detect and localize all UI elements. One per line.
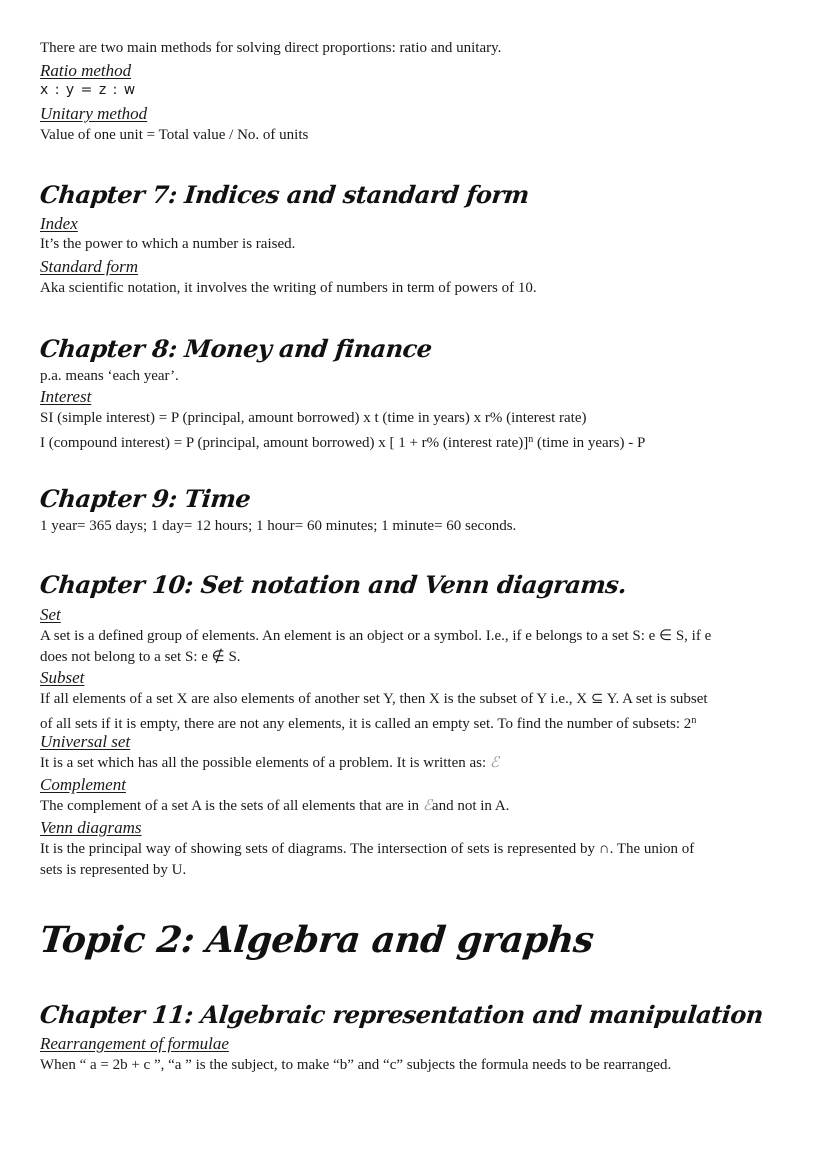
chapter-7-title: Chapter 7: Indices and standard form — [38, 180, 531, 209]
index-heading: Index — [40, 214, 78, 233]
chapter-8-title: Chapter 8: Money and finance — [38, 334, 434, 363]
pa-text: p.a. means ‘each year’. — [40, 368, 179, 384]
standard-form-text: Aka scientific notation, it involves the writing of numbers in term of powers of 10. — [40, 280, 537, 296]
standard-form-heading: Standard form — [40, 257, 139, 276]
set-text-line-1: A set is a defined group of elements. An element is an object or a symbol. I.e., if e belongs to a set S: e ∈ S, if e — [40, 628, 712, 644]
rearrangement-heading: Rearrangement of formulae — [40, 1034, 229, 1053]
venn-text-line-1: It is the principal way of showing sets of diagrams. The intersection of sets is represented by ∩. The union of — [40, 841, 695, 857]
topic-2-title: Topic 2: Algebra and graphs — [37, 919, 596, 961]
subset-text-line-2: of all sets if it is empty, there are not any elements, it is called an empty set. To find the number of subsets: 2$^n$ — [40, 715, 697, 732]
universal-set-symbol: ℰ — [489, 755, 499, 771]
complement-text: The complement of a set A is the sets of all elements that are in ℰand not in A. — [40, 798, 510, 814]
compound-interest-text: I (compound interest) = P (principal, amount borrowed) x [ 1 + r% (interest rate)]$^n$ (time in years) - P — [40, 434, 646, 451]
venn-text-line-2: sets is represented by U. — [40, 862, 187, 878]
intro-text: There are two main methods for solving direct proportions: ratio and unitary. — [40, 40, 502, 56]
complement-universal-symbol: ℰ — [422, 798, 432, 814]
chapter-10-title: Chapter 10: Set notation and Venn diagrams. — [38, 570, 628, 599]
unitary-formula: Value of one unit = Total value / No. of units — [40, 127, 309, 143]
subset-heading: Subset — [40, 668, 85, 687]
set-text-line-2: does not belong to a set S: e ∉ S. — [40, 649, 241, 665]
interest-heading: Interest — [40, 387, 92, 406]
chapter-9-title: Chapter 9: Time — [38, 484, 252, 513]
simple-interest-text: SI (simple interest) = P (principal, amount borrowed) x t (time in years) x r% (interest rate) — [40, 410, 587, 426]
unitary-method-heading: Unitary method — [40, 104, 148, 123]
ratio-method-heading: Ratio method — [40, 61, 132, 80]
universal-set-text: It is a set which has all the possible elements of a problem. It is written as: ℰ — [40, 755, 499, 771]
rearrangement-text: When “ a = 2b + c ”, “a ” is the subject, to make “b” and “c” subjects the formula needs to be rearranged. — [40, 1057, 672, 1073]
ratio-formula: x : y = z : w — [40, 82, 137, 98]
index-text: It’s the power to which a number is raised. — [40, 236, 296, 252]
set-heading: Set — [40, 605, 61, 624]
venn-diagrams-heading: Venn diagrams — [40, 818, 142, 837]
universal-set-heading: Universal set — [40, 732, 131, 751]
chapter-11-title: Chapter 11: Algebraic representation and manipulation — [38, 1000, 765, 1029]
subset-text-line-1: If all elements of a set X are also elements of another set Y, then X is the subset of Y i.e., X ⊆ Y. A set is subset — [40, 691, 708, 707]
time-text: 1 year= 365 days; 1 day= 12 hours; 1 hour= 60 minutes; 1 minute= 60 seconds. — [40, 518, 517, 534]
complement-heading: Complement — [40, 775, 126, 794]
